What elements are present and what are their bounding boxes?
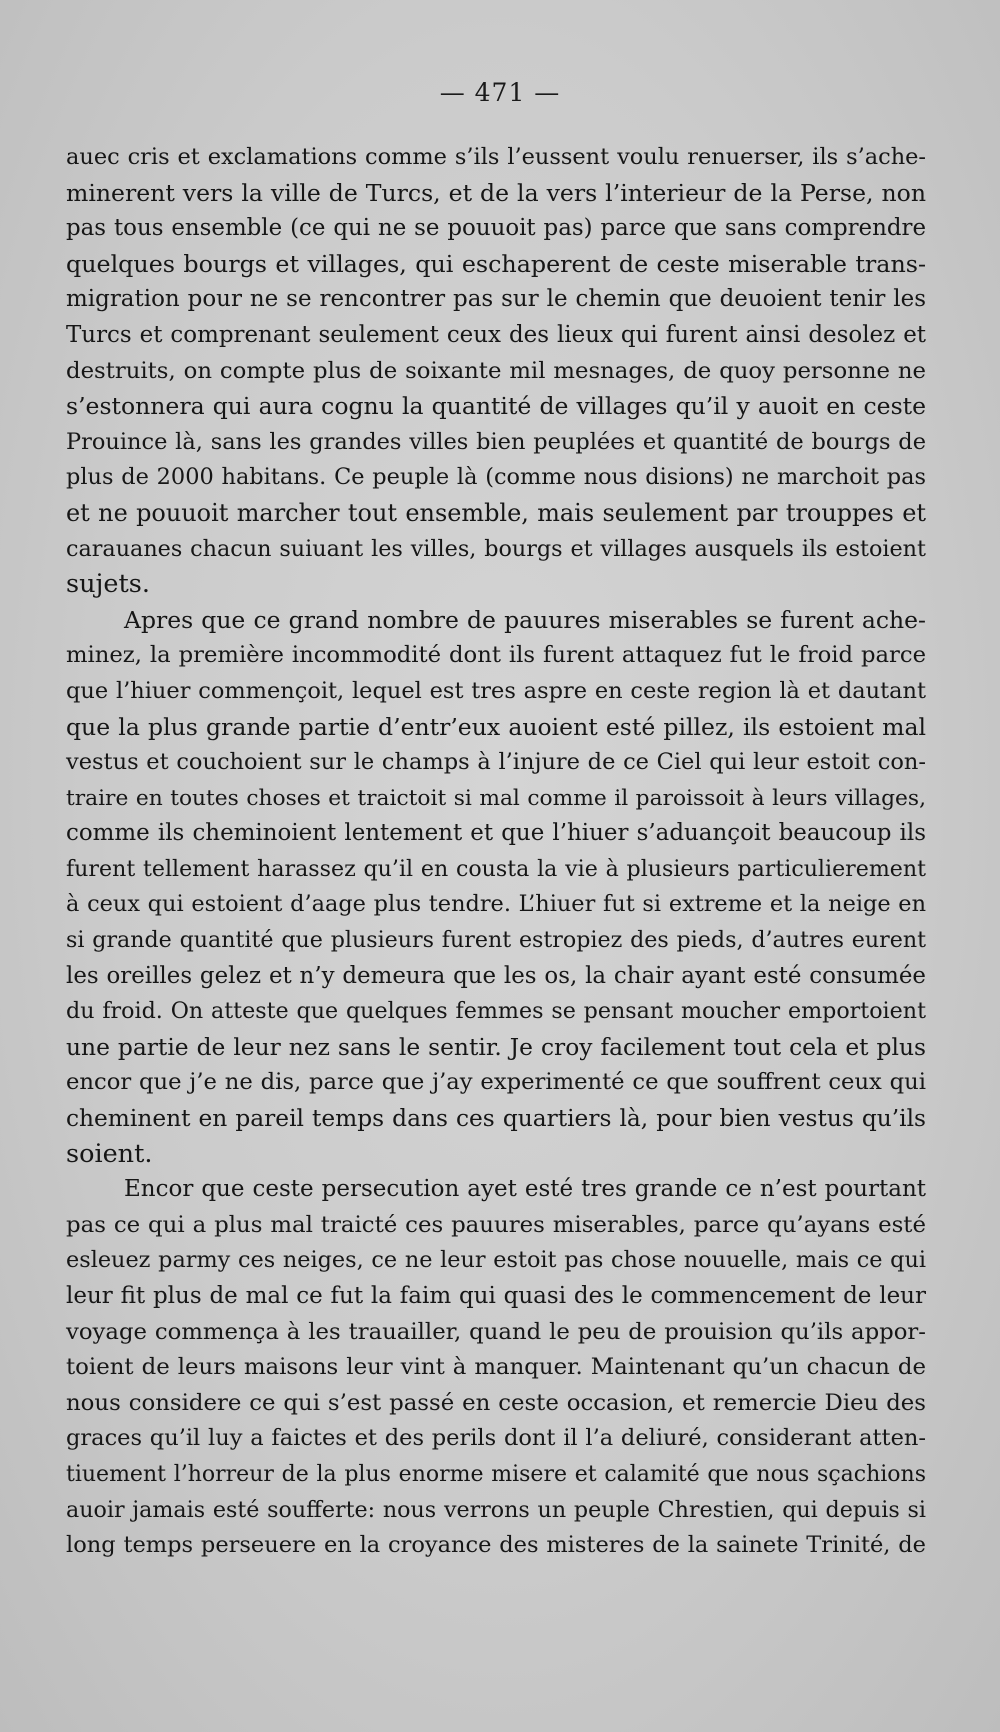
text-line: Turcs et comprenant seulement ceux des lieux qui furent ainsi desolez et <box>66 321 926 348</box>
text-line: à ceux qui estoient d’aage plus tendre. L’hiuer fut si extreme et la neige en <box>66 891 926 918</box>
text-line: et ne pouuoit marcher tout ensemble, mais seulement par trouppes et <box>66 498 926 527</box>
text-line: que l’hiuer commençoit, lequel est tres aspre en ceste region là et dautant <box>66 677 926 704</box>
text-line: pas ce qui a plus mal traicté ces pauures miserables, parce qu’ayans esté <box>66 1211 926 1238</box>
text-line: les oreilles gelez et n’y demeura que les os, la chair ayant esté consumée <box>66 962 926 989</box>
text-line: encor que j’e ne dis, parce que j’ay experimenté ce que souffrent ceux qui <box>66 1069 926 1096</box>
text-line: soient. <box>66 1138 153 1169</box>
text-line: auec cris et exclamations comme s’ils l’eussent voulu renuerser, ils s’ache- <box>66 144 926 170</box>
text-line: minerent vers la ville de Turcs, et de la vers l’interieur de la Perse, non <box>66 178 926 207</box>
text-line: traire en toutes choses et traictoit si mal comme il paroissoit à leurs villages, <box>66 785 926 811</box>
text-line: tiuement l’horreur de la plus enorme misere et calamité que nous sçachions <box>66 1461 926 1487</box>
text-line: quelques bourgs et villages, qui eschaperent de ceste miserable trans- <box>66 249 926 278</box>
page-number: — 471 — <box>439 78 561 107</box>
text-line: cheminent en pareil temps dans ces quartiers là, pour bien vestus qu’ils <box>66 1105 926 1133</box>
text-line: Apres que ce grand nombre de pauures miserables se furent ache- <box>124 605 926 634</box>
text-line: pas tous ensemble (ce qui ne se pouuoit pas) parce que sans comprendre <box>66 215 926 242</box>
text-line: que la plus grande partie d’entr’eux auoient esté pillez, ils estoient mal <box>66 712 926 741</box>
text-line: nous considere ce qui s’est passé en ceste occasion, et remercie Dieu des <box>66 1389 926 1416</box>
body-text <box>66 140 926 1564</box>
text-line: vestus et couchoient sur le champs à l’injure de ce Ciel qui leur estoit con- <box>66 749 926 776</box>
text-line: du froid. On atteste que quelques femmes se pensant moucher emportoient <box>66 998 926 1025</box>
text-line: graces qu’il luy a faictes et des perils dont il l’a deliuré, considerant atten- <box>66 1425 926 1452</box>
text-line: auoir jamais esté soufferte: nous verrons un peuple Chrestien, qui depuis si <box>66 1496 926 1523</box>
text-line: esleuez parmy ces neiges, ce ne leur estoit pas chose nouuelle, mais ce qui <box>66 1247 926 1274</box>
text-line: leur fit plus de mal ce fut la faim qui quasi des le commencement de leur <box>66 1283 926 1309</box>
text-line: plus de 2000 habitans. Ce peuple là (comme nous disions) ne marchoit pas <box>66 464 926 491</box>
text-line: voyage commença à les trauailler, quand le peu de prouision qu’ils appor- <box>66 1318 926 1345</box>
text-line: destruits, on compte plus de soixante mil mesnages, de quoy personne ne <box>66 357 926 384</box>
text-line: migration pour ne se rencontrer pas sur le chemin que deuoient tenir les <box>66 286 926 313</box>
text-line: une partie de leur nez sans le sentir. Je croy facilement tout cela et plus <box>66 1032 926 1061</box>
text-line: si grande quantité que plusieurs furent estropiez des pieds, d’autres eurent <box>66 927 926 954</box>
text-line: Prouince là, sans les grandes villes bien peuplées et quantité de bourgs de <box>66 428 926 455</box>
text-line: s’estonnera qui aura cognu la quantité de villages qu’il y auoit en ceste <box>66 392 926 421</box>
text-line: carauanes chacun suiuant les villes, bourgs et villages ausquels ils estoient <box>66 535 926 562</box>
text-line: furent tellement harassez qu’il en cousta la vie à plusieurs particulierement <box>66 855 926 882</box>
text-line: minez, la première incommodité dont ils furent attaquez fut le froid parce <box>66 642 926 669</box>
text-line: comme ils cheminoient lentement et que l’hiuer s’aduançoit beaucoup ils <box>66 820 926 847</box>
text-line: sujets. <box>66 569 150 600</box>
text-line: toient de leurs maisons leur vint à manquer. Maintenant qu’un chacun de <box>66 1354 926 1381</box>
text-line: long temps perseuere en la croyance des misteres de la sainete Trinité, de <box>66 1532 926 1559</box>
text-line: Encor que ceste persecution ayet esté tres grande ce n’est pourtant <box>124 1176 926 1203</box>
